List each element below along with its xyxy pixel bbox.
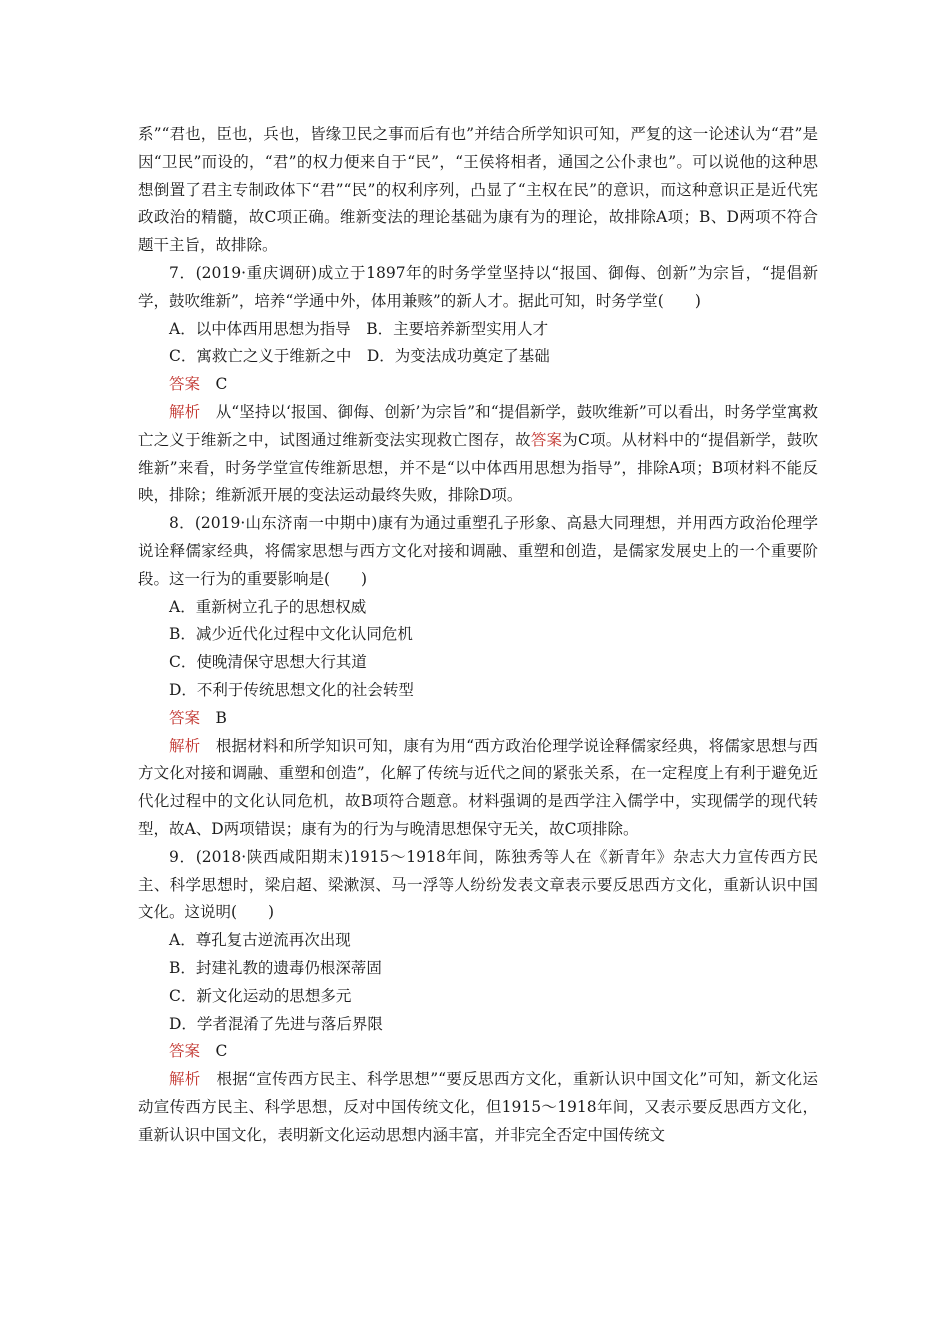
question-8-option-d: D．不利于传统思想文化的社会转型 [169,680,414,699]
question-9-stem: 9．(2018·陕西咸阳期末)1915～1918年间，陈独秀等人在《新青年》杂志大力宣传西方民主、科学思想时，梁启超、梁漱溟、马一浮等人纷纷发表文章表示要反思西方文化，重新认识中国文化。这说明( ) [138,847,818,922]
analysis-highlight: 答案 [530,430,563,449]
analysis-label: 解析 [169,736,201,755]
question-7-options-row-2: C．寓救亡之义于维新之中 D．为变法成功奠定了基础 [169,347,550,366]
question-7-analysis [138,399,818,510]
analysis-text: 根据材料和所学知识可知，康有为用“西方政治伦理学说诠释儒家经典，将儒家思想与西方文化对接和调融、重塑和创造”，化解了传统与近代之间的紧张关系，在一定程度上有利于避免近代化过程中的文化认同危机，故B项符合题意。材料强调的是西学注入儒学中，实现儒学的现代转型，故A、D两项错误；康有为的行为与晚清思想保守无关，故C项排除。 [138,736,818,838]
question-7-stem: 7．(2019·重庆调研)成立于1897年的时务学堂坚持以“报国、御侮、创新”为宗旨，“提倡新学，鼓吹维新”，培养“学通中外，体用兼赅”的新人才。据此可知，时务学堂( ) [138,263,818,310]
question-9-option-a: A．尊孔复古逆流再次出现 [169,931,351,950]
question-9-option-c: C．新文化运动的思想多元 [169,986,352,1005]
question-8-analysis [138,733,818,844]
answer-value: C [215,1042,228,1061]
question-8-answer [138,705,818,733]
question-9-analysis [138,1066,818,1149]
answer-label: 答案 [169,708,201,727]
answer-label: 答案 [169,1042,201,1061]
question-8-option-c: C．使晚清保守思想大行其道 [169,653,367,672]
question-8-stem: 8．(2019·山东济南一中期中)康有为通过重塑孔子形象、高悬大同理想，并用西方政治伦理学说诠释儒家经典，将儒家思想与西方文化对接和调融、重塑和创造，是儒家发展史上的一个重要阶段。这一行为的重要影响是( ) [138,514,818,588]
question-9-option-b: B．封建礼教的遗毒仍根深蒂固 [169,958,382,977]
answer-value: C [215,375,228,394]
analysis-label: 解析 [169,402,201,421]
intro-paragraph: 系”“君也，臣也，兵也，皆缘卫民之事而后有也”并结合所学知识可知，严复的这一论述认为“君”是因“卫民”而设的，“君”的权力便来自于“民”，“王侯将相者，通国之公仆隶也”。可以说他的这种思想倒置了君主专制政体下“君”“民”的权利序列，凸显了“主权在民”的意识，而这种意识正是近代宪政政治的精髓，故C项正确。维新变法的理论基础为康有为的理论，故排除A项；B、D两项不符合题干主旨，故排除。 [138,125,818,255]
answer-label: 答案 [169,375,201,394]
document-page [138,121,818,1149]
question-7-options-row-1: A．以中体西用思想为指导 B．主要培养新型实用人才 [169,319,549,338]
analysis-text: 根据“宣传西方民主、科学思想”“要反思西方文化，重新认识中国文化”可知，新文化运动宣传西方民主、科学思想，反对中国传统文化，但1915～1918年间，又表示要反思西方文化，重新认识中国文化，表明新文化运动思想内涵丰富，并非完全否定中国传统文 [138,1070,818,1144]
question-8-option-a: A．重新树立孔子的思想权威 [169,597,367,616]
question-8-option-b: B．减少近代化过程中文化认同危机 [169,625,413,644]
question-7-answer [138,371,818,399]
answer-value: B [215,708,227,727]
question-9-answer [138,1038,818,1066]
analysis-text-part-1: 从“坚持以‘报国、御侮、创新’为宗旨”和“提倡新学，鼓吹维新”可以看出，时务学堂寓救亡之义于维新之中，试图通过维新变法实现救亡图存，故 [138,402,818,449]
analysis-label: 解析 [169,1070,201,1089]
analysis-text-part-2: 为C项。从材料中的“提倡新学，鼓吹维新”来看，时务学堂宣传维新思想，并不是“以中体西用思想为指导”，排除A项；B项材料不能反映，排除；维新派开展的变法运动最终失败，排除D项。 [138,430,818,505]
question-9-option-d: D．学者混淆了先进与落后界限 [169,1014,383,1033]
